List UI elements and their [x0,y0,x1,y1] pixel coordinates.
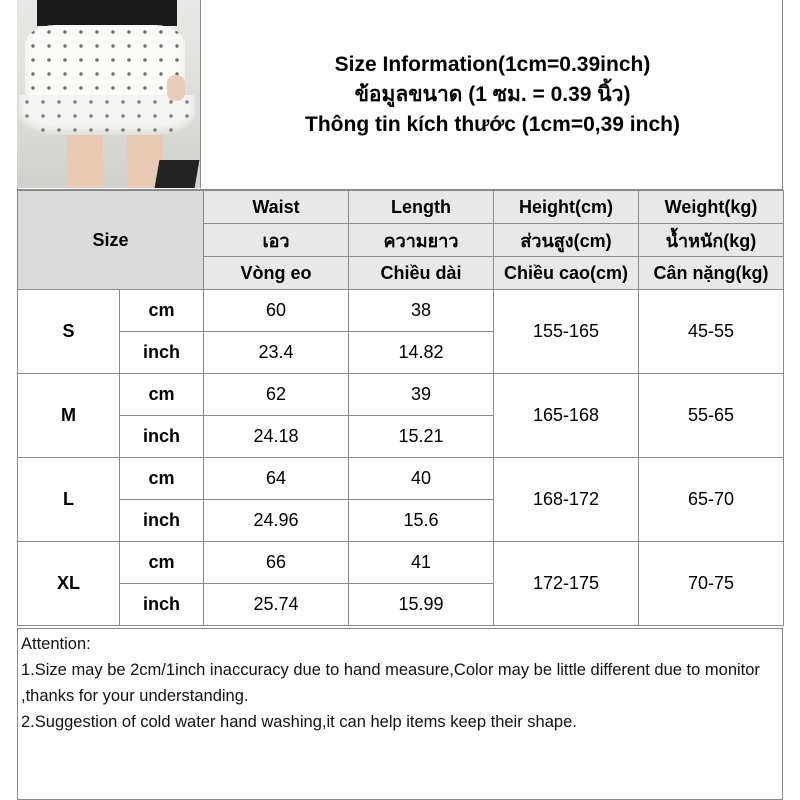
length-inch-value: 14.82 [349,332,494,374]
col-header-height-vi: Chiều cao(cm) [494,257,639,290]
unit-label-cm: cm [120,458,204,500]
length-inch-value: 15.99 [349,584,494,626]
waist-inch-value: 23.4 [204,332,349,374]
col-header-weight-en: Weight(kg) [639,191,784,224]
waist-inch-value: 24.96 [204,500,349,542]
unit-label-cm: cm [120,374,204,416]
size-label: S [18,290,120,374]
col-header-height-th: ส่วนสูง(cm) [494,224,639,257]
weight-value: 65-70 [639,458,784,542]
attention-note-1: 1.Size may be 2cm/1inch inaccuracy due to hand measure,Color may be little different due to monitor ,thanks for your understanding. [21,661,760,705]
unit-label-inch: inch [120,332,204,374]
col-header-waist-th: เอว [204,224,349,257]
col-header-length-en: Length [349,191,494,224]
size-label: L [18,458,120,542]
unit-label-cm: cm [120,290,204,332]
length-cm-value: 41 [349,542,494,584]
length-inch-value: 15.6 [349,500,494,542]
height-value: 165-168 [494,374,639,458]
attention-note-2: 2.Suggestion of cold water hand washing,it can help items keep their shape. [21,713,577,731]
unit-label-inch: inch [120,416,204,458]
size-header: Size [18,191,204,290]
unit-label-inch: inch [120,584,204,626]
waist-inch-value: 24.18 [204,416,349,458]
col-header-length-th: ความยาว [349,224,494,257]
length-cm-value: 38 [349,290,494,332]
length-cm-value: 39 [349,374,494,416]
weight-value: 70-75 [639,542,784,626]
waist-cm-value: 60 [204,290,349,332]
waist-cm-value: 66 [204,542,349,584]
col-header-weight-th: น้ำหนัก(kg) [639,224,784,257]
length-cm-value: 40 [349,458,494,500]
product-photo [17,0,201,188]
weight-value: 55-65 [639,374,784,458]
col-header-height-en: Height(cm) [494,191,639,224]
attention-title: Attention: [21,635,91,653]
col-header-waist-vi: Vòng eo [204,257,349,290]
height-value: 168-172 [494,458,639,542]
size-information-title [202,0,783,190]
unit-label-inch: inch [120,500,204,542]
title-english: Size Information(1cm=0.39inch) [334,53,651,76]
photo-skirt-ruffle [19,95,195,135]
weight-value: 45-55 [639,290,784,374]
length-inch-value: 15.21 [349,416,494,458]
attention-notes [17,628,783,800]
height-value: 155-165 [494,290,639,374]
title-thai: ข้อมูลขนาด (1 ซม. = 0.39 นิ้ว) [354,83,631,106]
col-header-length-vi: Chiều dài [349,257,494,290]
height-value: 172-175 [494,542,639,626]
photo-hand [167,75,185,101]
photo-shirt [37,0,177,26]
size-label: XL [18,542,120,626]
waist-cm-value: 64 [204,458,349,500]
col-header-waist-en: Waist [204,191,349,224]
photo-shoe [155,160,200,188]
size-table [17,190,784,626]
size-label: M [18,374,120,458]
waist-inch-value: 25.74 [204,584,349,626]
photo-leg [67,130,103,188]
col-header-weight-vi: Cân nặng(kg) [639,257,784,290]
title-vietnamese: Thông tin kích thước (1cm=0,39 inch) [305,113,680,136]
unit-label-cm: cm [120,542,204,584]
waist-cm-value: 62 [204,374,349,416]
